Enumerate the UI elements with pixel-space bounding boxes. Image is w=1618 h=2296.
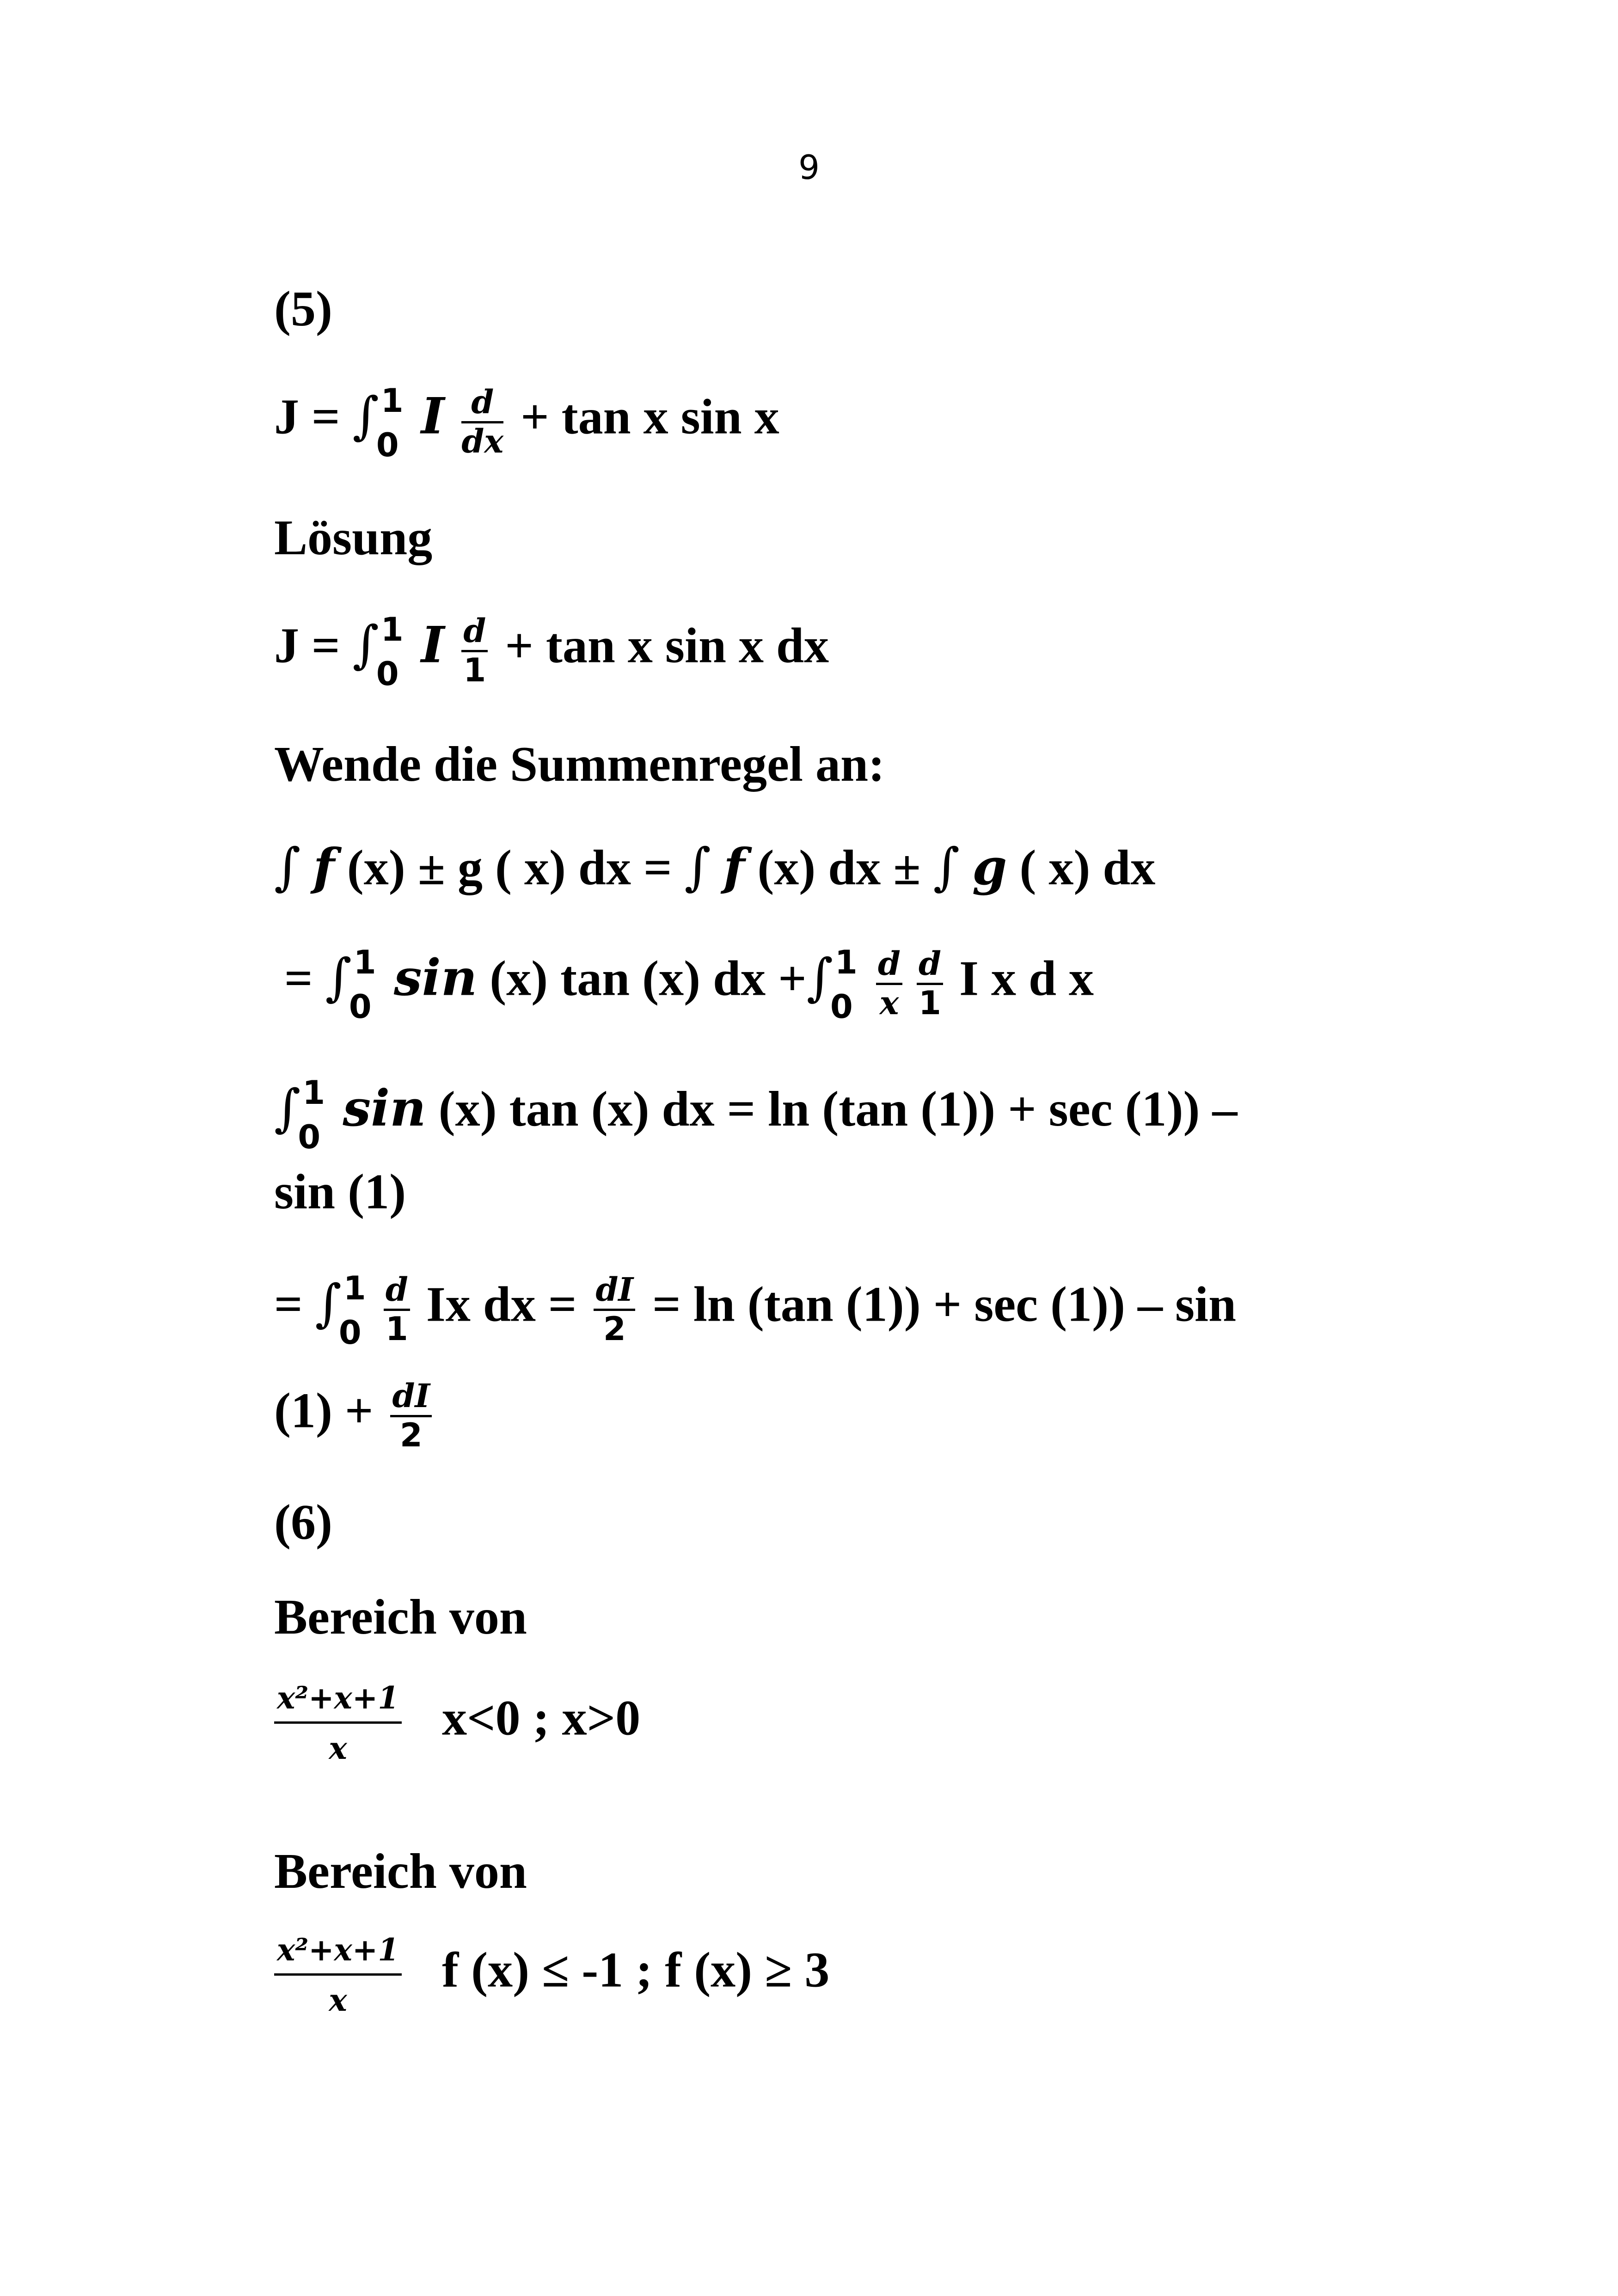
denominator: x xyxy=(879,984,899,1022)
integral-sign: ∫ xyxy=(352,386,379,446)
bereich-heading-1: Bereich von xyxy=(274,1590,527,1645)
integral-limits xyxy=(830,943,863,1026)
eq5-fraction-3 xyxy=(390,1377,432,1454)
equation-4 xyxy=(274,1074,1238,1156)
section-5-label: (5) xyxy=(274,282,332,337)
lower-limit: 0 xyxy=(298,1118,321,1156)
denominator: 1 xyxy=(463,651,486,689)
denominator: 2 xyxy=(603,1310,626,1348)
equation-3 xyxy=(284,943,1094,1026)
numerator: x²+x+1 xyxy=(274,1683,402,1724)
equation-2 xyxy=(274,610,829,693)
range-condition-2: f (x) ≤ -1 ; f (x) ≥ 3 xyxy=(442,1942,830,1998)
lower-limit: 0 xyxy=(830,987,853,1026)
loesung-heading: Lösung xyxy=(274,510,433,565)
integral-limits xyxy=(349,943,381,1026)
eq3-equals: = xyxy=(284,951,313,1006)
denominator: x xyxy=(329,1730,347,1766)
eq3-sin: sin xyxy=(393,949,478,1007)
eq1-rest: + tan x sin x xyxy=(521,389,779,445)
rule-f: f xyxy=(723,838,745,896)
range-line-1 xyxy=(274,1680,641,1766)
sum-rule xyxy=(274,837,1156,896)
lower-limit: 0 xyxy=(338,1313,362,1352)
lower-limit: 0 xyxy=(376,426,399,464)
eq1-fraction xyxy=(461,383,504,460)
eq3-mid: (x) tan (x) dx + xyxy=(477,951,807,1006)
integral-sign: ∫ xyxy=(315,1274,342,1333)
fraction-1 xyxy=(274,1680,402,1766)
eq2-var: I xyxy=(421,616,445,674)
upper-limit: 1 xyxy=(380,381,404,420)
integral-sign: ∫ xyxy=(806,948,834,1007)
eq1-lhs: J = xyxy=(274,389,340,445)
eq5-rest: = ln (tan (1)) + sec (1)) – sin xyxy=(652,1277,1237,1332)
denominator: 2 xyxy=(399,1416,423,1454)
numerator: d xyxy=(384,1274,410,1311)
integral-limits xyxy=(376,381,409,464)
eq2-fraction xyxy=(461,612,488,689)
upper-limit: 1 xyxy=(835,943,858,981)
summenregel-text: Wende die Summenregel an: xyxy=(274,737,885,792)
rule-part: ( x) dx xyxy=(1007,840,1156,895)
integral-sign: ∫ xyxy=(933,837,960,896)
eq5-equals: = xyxy=(274,1277,303,1332)
rule-part: (x) dx ± xyxy=(745,840,933,895)
integral-sign: ∫ xyxy=(274,837,301,896)
lower-limit: 0 xyxy=(376,655,399,693)
eq3-rest: I x d x xyxy=(959,951,1094,1006)
rule-g: g xyxy=(972,838,1007,896)
integral-limits xyxy=(298,1074,330,1156)
integral-sign: ∫ xyxy=(352,615,379,674)
range-condition-1: x<0 ; x>0 xyxy=(442,1690,641,1746)
fraction-2 xyxy=(274,1932,402,2018)
eq3-fraction-1 xyxy=(876,944,902,1022)
integral-limits xyxy=(376,610,409,693)
equation-5-line-2 xyxy=(274,1377,436,1454)
eq2-lhs: J = xyxy=(274,618,340,673)
numerator: d xyxy=(876,948,902,985)
section-6-label: (6) xyxy=(274,1495,332,1550)
rule-f: f xyxy=(313,838,335,896)
eq4-sin: sin xyxy=(343,1079,426,1138)
upper-limit: 1 xyxy=(353,943,376,981)
eq2-rest: + tan x sin x dx xyxy=(505,618,829,673)
eq4-rest: (x) tan (x) dx = ln (tan (1)) + sec (1)) – xyxy=(426,1081,1238,1137)
denominator: 1 xyxy=(919,984,941,1022)
numerator: dI xyxy=(390,1380,432,1417)
rule-part: (x) ± g ( x) dx = xyxy=(334,840,685,895)
upper-limit: 1 xyxy=(343,1269,366,1307)
integral-limits xyxy=(338,1269,371,1352)
numerator: dI xyxy=(594,1274,635,1311)
integral-sign: ∫ xyxy=(684,837,711,896)
upper-limit: 1 xyxy=(302,1074,325,1112)
bereich-heading-2: Bereich von xyxy=(274,1844,527,1899)
denominator: x xyxy=(329,1982,347,2018)
integral-sign: ∫ xyxy=(274,1078,301,1138)
range-line-2 xyxy=(274,1932,830,2018)
lower-limit: 0 xyxy=(349,987,372,1026)
denominator: dx xyxy=(461,422,504,460)
upper-limit: 1 xyxy=(380,610,404,649)
eq3-fraction-2 xyxy=(917,944,943,1022)
denominator: 1 xyxy=(385,1310,408,1348)
integral-sign: ∫ xyxy=(325,948,352,1007)
eq1-var: I xyxy=(421,387,445,446)
eq5-line2-text: (1) + xyxy=(274,1383,374,1439)
page-number: 9 xyxy=(798,148,820,187)
numerator: d xyxy=(461,615,488,652)
numerator: d xyxy=(917,948,943,985)
numerator: d xyxy=(461,386,503,423)
eq5-mid: Ix dx = xyxy=(426,1277,577,1332)
equation-5 xyxy=(274,1269,1237,1352)
eq5-fraction-2 xyxy=(594,1270,635,1348)
equation-4-line-2: sin (1) xyxy=(274,1164,406,1219)
eq5-fraction-1 xyxy=(384,1270,410,1348)
equation-1 xyxy=(274,381,779,464)
numerator: x²+x+1 xyxy=(274,1935,402,1976)
